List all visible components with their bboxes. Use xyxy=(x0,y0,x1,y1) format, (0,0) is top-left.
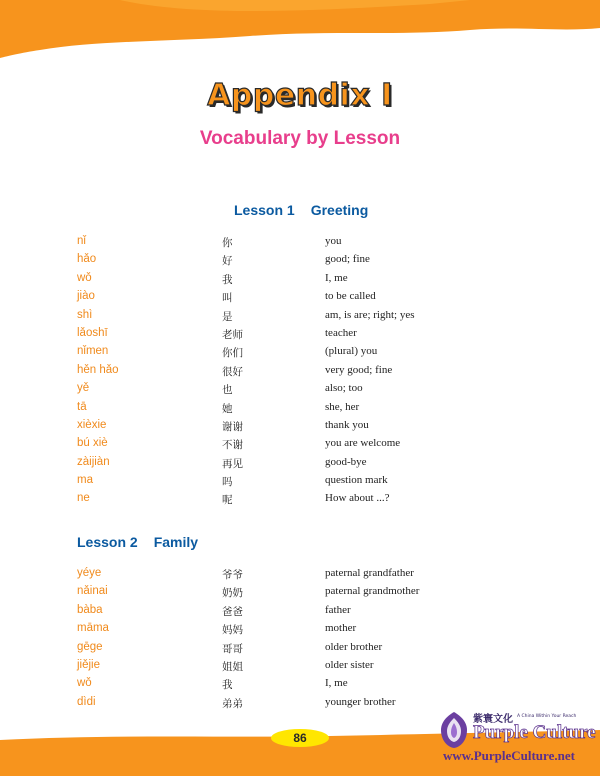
pinyin: jiào xyxy=(77,290,95,303)
lesson-1-heading xyxy=(234,202,368,218)
vocab-row xyxy=(0,437,600,455)
vocab-row xyxy=(0,492,600,510)
top-orange-band xyxy=(0,0,600,60)
english: you xyxy=(325,235,342,247)
lesson-1-vocab-list xyxy=(0,235,600,511)
vocab-row xyxy=(0,309,600,327)
pinyin: māma xyxy=(77,622,109,635)
english: younger brother xyxy=(325,695,396,708)
page-subtitle: Vocabulary by Lesson xyxy=(199,128,401,149)
hanzi: 妈妈 xyxy=(222,624,243,637)
pinyin: wǒ xyxy=(77,271,92,284)
lesson-1-number: Lesson 1 xyxy=(234,202,295,218)
page-number: 86 xyxy=(271,729,329,747)
appendix-title: Appendix I xyxy=(207,78,393,113)
pinyin: wǒ xyxy=(77,677,92,690)
vocab-row xyxy=(0,585,600,603)
watermark-url: www.PurpleCulture.net xyxy=(443,748,575,763)
vocab-row xyxy=(0,622,600,640)
vocab-row xyxy=(0,235,600,253)
vocab-row xyxy=(0,604,600,622)
english: paternal grandmother xyxy=(325,585,420,598)
vocab-row xyxy=(0,641,600,659)
pinyin: yéye xyxy=(77,567,102,579)
lesson-2-number: Lesson 2 xyxy=(77,534,138,550)
watermark-chinese: 紫寰文化 xyxy=(473,714,513,725)
english: good; fine xyxy=(325,253,370,266)
lesson-2-heading xyxy=(77,534,198,550)
vocab-row xyxy=(0,677,600,695)
hanzi: 谢谢 xyxy=(222,420,243,433)
hanzi: 是 xyxy=(222,310,233,323)
hanzi: 她 xyxy=(222,402,233,415)
pinyin: tā xyxy=(77,400,87,413)
hanzi: 再见 xyxy=(222,457,243,470)
vocab-row xyxy=(0,456,600,474)
english: father xyxy=(325,603,351,616)
hanzi: 吗 xyxy=(222,476,233,489)
lesson-2-vocab-list xyxy=(0,567,600,714)
vocab-row xyxy=(0,364,600,382)
english: paternal grandfather xyxy=(325,567,414,579)
english: she, her xyxy=(325,400,360,413)
pinyin: gēge xyxy=(77,640,103,653)
vocab-row xyxy=(0,345,600,363)
vocab-row xyxy=(0,659,600,677)
english: older brother xyxy=(325,640,383,653)
purple-culture-logo-icon xyxy=(437,710,471,750)
hanzi: 呢 xyxy=(222,494,233,507)
pinyin: yě xyxy=(77,382,90,395)
english: I, me xyxy=(325,677,348,690)
pinyin: bú xiè xyxy=(77,437,108,450)
pinyin: hǎo xyxy=(77,253,97,266)
pinyin: nǐmen xyxy=(77,345,109,358)
english: am, is are; right; yes xyxy=(325,308,415,321)
english: thank you xyxy=(325,418,369,431)
hanzi: 好 xyxy=(222,255,233,268)
pinyin: ma xyxy=(77,474,93,487)
hanzi: 我 xyxy=(222,273,233,286)
english: How about ...? xyxy=(325,492,390,505)
hanzi: 奶奶 xyxy=(222,587,243,600)
english: also; too xyxy=(325,382,363,395)
pinyin: zàijiàn xyxy=(77,455,110,468)
pinyin: ne xyxy=(77,492,90,505)
english: good-bye xyxy=(325,455,367,468)
vocab-row xyxy=(0,401,600,419)
hanzi: 爷爷 xyxy=(222,569,243,581)
pinyin: bàba xyxy=(77,603,103,616)
vocab-row xyxy=(0,382,600,400)
pinyin: nǐ xyxy=(77,235,86,247)
pinyin: shì xyxy=(77,308,93,321)
pinyin: xièxie xyxy=(77,418,107,431)
english: (plural) you xyxy=(325,345,378,358)
pinyin: jiějie xyxy=(77,658,101,671)
english: very good; fine xyxy=(325,363,393,376)
pinyin: lǎoshī xyxy=(77,326,108,339)
lesson-1-name: Greeting xyxy=(310,202,369,218)
watermark-name: Purple Culture xyxy=(473,722,596,743)
english: older sister xyxy=(325,658,374,671)
hanzi: 不谢 xyxy=(222,439,243,452)
hanzi: 也 xyxy=(222,384,233,397)
vocab-row xyxy=(0,290,600,308)
hanzi: 很好 xyxy=(222,365,243,378)
english: mother xyxy=(325,622,357,635)
hanzi: 老师 xyxy=(222,328,243,341)
vocab-row xyxy=(0,327,600,345)
english: teacher xyxy=(325,326,357,339)
english: to be called xyxy=(325,290,376,303)
english: question mark xyxy=(325,474,388,487)
english: you are welcome xyxy=(325,437,401,450)
vocab-row xyxy=(0,567,600,585)
hanzi: 你 xyxy=(222,237,233,249)
vocab-row xyxy=(0,419,600,437)
pinyin: nǎinai xyxy=(77,585,108,598)
english: I, me xyxy=(325,271,348,284)
vocab-row xyxy=(0,272,600,290)
pinyin: hěn hǎo xyxy=(77,363,119,376)
watermark-tagline: A China Within Your Reach xyxy=(517,714,577,719)
vocab-row xyxy=(0,474,600,492)
hanzi: 叫 xyxy=(222,292,233,305)
hanzi: 爸爸 xyxy=(222,605,243,618)
hanzi: 哥哥 xyxy=(222,642,243,655)
hanzi: 姐姐 xyxy=(222,660,243,673)
lesson-2-name: Family xyxy=(153,534,199,550)
vocab-row xyxy=(0,253,600,271)
pinyin: dìdi xyxy=(77,695,96,708)
purple-culture-watermark xyxy=(437,708,597,766)
hanzi: 弟弟 xyxy=(222,697,243,710)
hanzi: 我 xyxy=(222,679,233,692)
hanzi: 你们 xyxy=(222,347,243,360)
